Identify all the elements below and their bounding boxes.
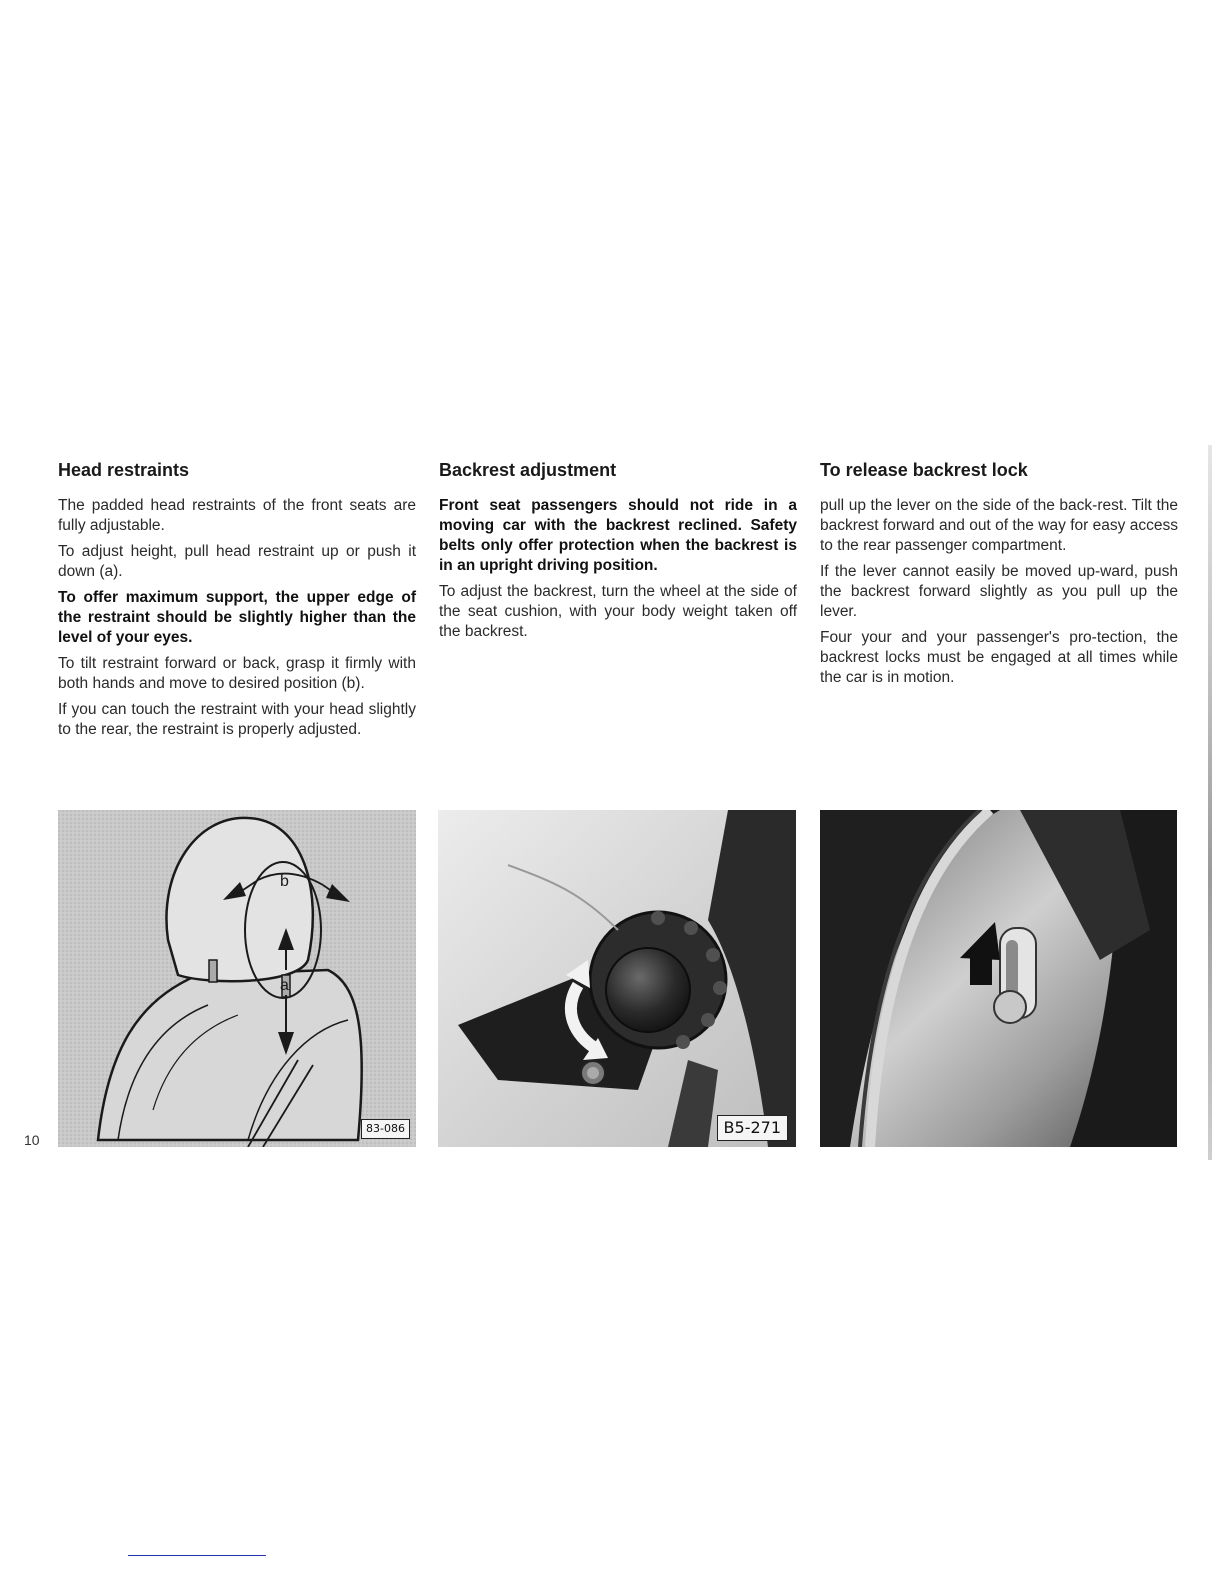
backrest-lock-figure (820, 810, 1177, 1147)
section-heading: Head restraints (58, 460, 190, 480)
column-release-backrest-lock (820, 458, 1178, 694)
paragraph: The padded head restraints of the front seats are fully adjustable. (58, 497, 416, 534)
height-label: a (280, 977, 289, 994)
paragraph: If you can touch the restraint with your head slightly to the rear, the restraint is properly adjusted. (58, 701, 416, 738)
head-restraint-figure (58, 810, 416, 1147)
paragraph: To adjust height, pull head restraint up or push it down (a). (58, 543, 416, 580)
page-edge-shadow (1208, 445, 1212, 1160)
page-number: 10 (24, 1132, 40, 1148)
warning-paragraph: Front seat passengers should not ride in a moving car with the backrest reclined. Safety belts only offer protection when the backrest is in an upright driving position. (439, 497, 797, 574)
section-heading: To release backrest lock (820, 460, 1028, 480)
footer-underline (128, 1555, 266, 1556)
column-head-restraints (58, 458, 416, 746)
backrest-wheel-photo-icon (438, 810, 796, 1147)
tilt-label: b (280, 873, 289, 890)
paragraph: If the lever cannot easily be moved up-ward, push the backrest forward slightly as you pull up the lever. (820, 563, 1178, 620)
paragraph: To tilt restraint forward or back, grasp it firmly with both hands and move to desired position (b). (58, 655, 416, 692)
figure-code: B5-271 (717, 1115, 788, 1141)
section-heading: Backrest adjustment (439, 460, 617, 480)
paragraph: To adjust the backrest, turn the wheel at the side of the seat cushion, with your body weight taken off the backrest. (439, 583, 797, 640)
backrest-lock-lever-photo-icon (820, 810, 1177, 1147)
figure-code: 83-086 (361, 1119, 410, 1139)
head-restraint-illustration-icon (58, 810, 416, 1147)
backrest-wheel-figure (438, 810, 796, 1147)
paragraph: pull up the lever on the side of the back-rest. Tilt the backrest forward and out of the way for easy access to the rear passenger compartment. (820, 497, 1178, 554)
paragraph: Four your and your passenger's pro-tection, the backrest locks must be engaged at all times while the car is in motion. (820, 629, 1178, 686)
column-backrest-adjustment (439, 458, 797, 648)
warning-paragraph: To offer maximum support, the upper edge of the restraint should be slightly higher than the level of your eyes. (58, 589, 416, 646)
